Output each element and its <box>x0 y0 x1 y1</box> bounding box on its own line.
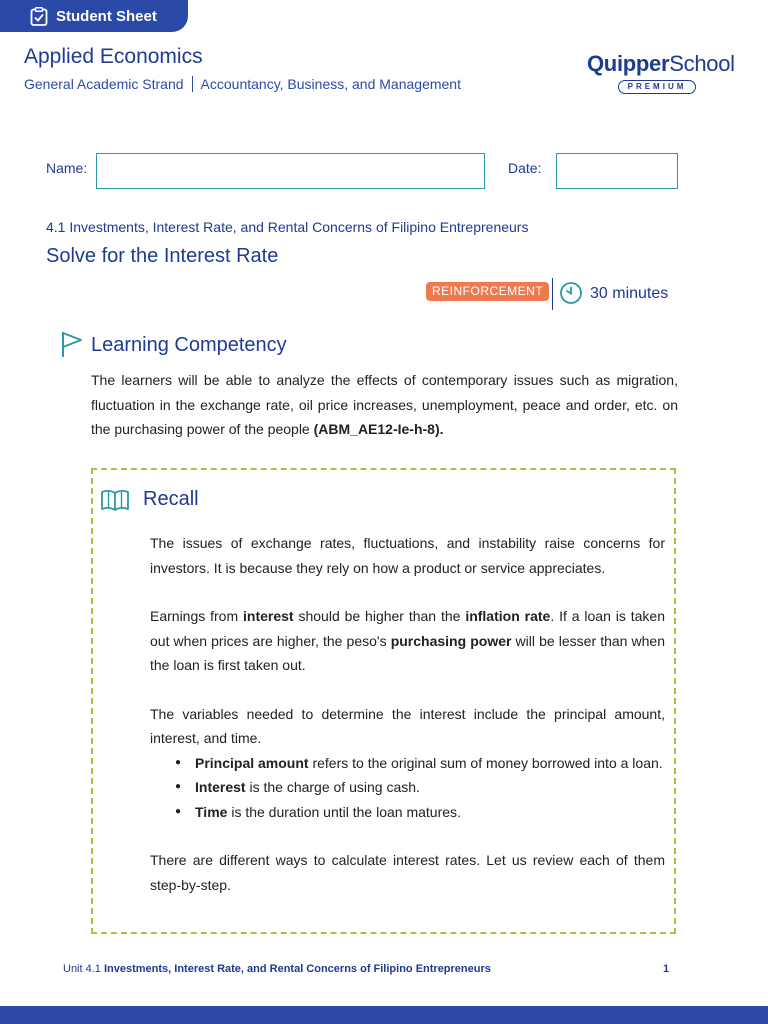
footer-unit-title: Investments, Interest Rate, and Rental Concerns of Filipino Entrepreneurs <box>103 963 491 975</box>
recall-paragraph-2 <box>150 604 665 678</box>
name-label: Name: <box>46 160 88 176</box>
name-field[interactable] <box>96 153 485 189</box>
list-item-desc: is the duration until the loan matures. <box>227 803 461 820</box>
text-run: should be higher than the <box>293 608 466 624</box>
footer-unit-label: Unit 4.1 <box>63 963 104 975</box>
list-item <box>175 751 665 776</box>
quipper-school-logo <box>587 51 735 91</box>
recall-paragraph-4: There are different ways to calculate interest rates. Let us review each of them step-by-step. <box>150 852 665 893</box>
bold-term-purchasing-power: purchasing power <box>390 632 512 649</box>
strand-separator <box>192 76 193 92</box>
list-item-term: Principal amount <box>195 754 309 771</box>
competency-code: (ABM_AE12-Ie-h-8). <box>313 421 444 437</box>
date-field[interactable] <box>556 153 678 189</box>
recall-heading: Recall <box>143 488 199 510</box>
recall-paragraph-3: The variables needed to determine the interest include the principal amount, interest, and time. <box>150 705 665 746</box>
flag-icon <box>60 330 84 358</box>
strand-name: General Academic Strand <box>24 76 184 92</box>
list-item-desc: is the charge of using cash. <box>245 779 420 795</box>
book-icon <box>100 489 130 511</box>
bold-term-interest: interest <box>243 608 294 624</box>
date-label: Date: <box>508 160 542 176</box>
duration-label: 30 minutes <box>590 285 669 302</box>
strand-line <box>24 76 461 92</box>
competency-body: The learners will be able to analyze the effects of contemporary issues such as migration, fluctuation in the exchange rate, oil price increases, unemployment, peace and order, etc. on the purchasing power of the people <box>91 372 678 437</box>
subject-title: Applied Economics <box>24 45 203 68</box>
text-run: Earnings from <box>150 608 244 624</box>
student-sheet-tab <box>0 0 188 32</box>
text-run: will be lesser than when the loan is first taken out. <box>150 632 666 673</box>
bold-term-inflation-rate: inflation rate <box>465 608 551 624</box>
logo-bold-text: Quipper <box>587 51 670 76</box>
reinforcement-badge: REINFORCEMENT <box>426 282 549 301</box>
list-item-term: Time <box>195 803 228 820</box>
badge-divider <box>552 278 553 310</box>
footer-unit <box>63 963 491 975</box>
recall-body <box>150 531 665 897</box>
variables-list <box>175 751 665 825</box>
list-item-term: Interest <box>195 779 246 795</box>
list-item-desc: refers to the original sum of money borrowed into a loan. <box>308 754 663 771</box>
logo-regular-text: School <box>669 51 735 76</box>
tab-label: Student Sheet <box>56 7 157 25</box>
text-run: . If a loan is taken out when prices are higher, the peso's <box>150 608 665 649</box>
clock-icon <box>559 281 583 305</box>
learning-competency-heading: Learning Competency <box>91 334 287 356</box>
track-name: Accountancy, Business, and Management <box>200 76 461 92</box>
learning-competency-text <box>91 368 678 442</box>
lesson-unit-title: 4.1 Investments, Interest Rate, and Rental Concerns of Filipino Entrepreneurs <box>46 219 529 235</box>
recall-paragraph-1: The issues of exchange rates, fluctuations, and instability raise concerns for investors. It is because they rely on how a product or service appreciates. <box>150 535 665 576</box>
list-item <box>175 775 665 800</box>
clipboard-check-icon <box>30 7 48 26</box>
list-item <box>175 800 665 825</box>
page-title: Solve for the Interest Rate <box>46 245 279 267</box>
logo-premium-badge: PREMIUM <box>618 80 696 94</box>
page-number: 1 <box>663 963 670 975</box>
footer-bar <box>0 1006 768 1024</box>
